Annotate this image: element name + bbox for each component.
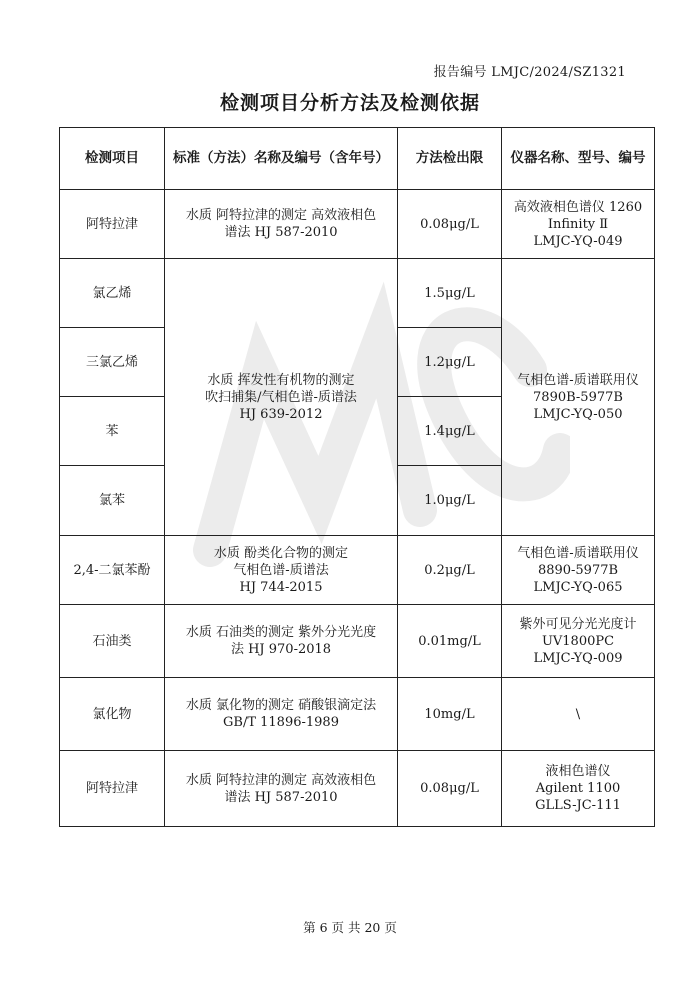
item-cell: 三氯乙烯 <box>60 328 165 397</box>
item-cell: 苯 <box>60 397 165 466</box>
limit-cell: 1.2μg/L <box>398 328 502 397</box>
instrument-cell: 液相色谱仪 Agilent 1100 GLLS-JC-111 <box>502 751 655 827</box>
merged-instrument-cell: 气相色谱-质谱联用仪 7890B-5977B LMJC-YQ-050 <box>502 259 655 536</box>
limit-cell: 0.2μg/L <box>398 536 502 605</box>
limit-cell: 1.5μg/L <box>398 259 502 328</box>
standard-cell: 水质 阿特拉津的测定 高效液相色 谱法 HJ 587-2010 <box>165 190 398 259</box>
instrument-cell: 高效液相色谱仪 1260 Infinity Ⅱ LMJC-YQ-049 <box>502 190 655 259</box>
table-header-row <box>60 128 655 190</box>
limit-cell: 0.01mg/L <box>398 605 502 678</box>
limit-cell: 10mg/L <box>398 678 502 751</box>
standard-cell: 水质 阿特拉津的测定 高效液相色 谱法 HJ 587-2010 <box>165 751 398 827</box>
limit-cell: 0.08μg/L <box>398 190 502 259</box>
item-cell: 氯苯 <box>60 466 165 536</box>
header-item: 检测项目 <box>60 128 165 190</box>
instrument-cell: \ <box>502 678 655 751</box>
method-table <box>59 127 655 827</box>
merged-standard-cell: 水质 挥发性有机物的测定 吹扫捕集/气相色谱-质谱法 HJ 639-2012 <box>165 259 398 536</box>
standard-cell: 水质 氯化物的测定 硝酸银滴定法 GB/T 11896-1989 <box>165 678 398 751</box>
item-cell: 阿特拉津 <box>60 751 165 827</box>
limit-cell: 1.0μg/L <box>398 466 502 536</box>
header-instrument: 仪器名称、型号、编号 <box>502 128 655 190</box>
item-cell: 阿特拉津 <box>60 190 165 259</box>
table-row <box>60 259 655 328</box>
standard-cell: 水质 酚类化合物的测定 气相色谱-质谱法 HJ 744-2015 <box>165 536 398 605</box>
page-footer: 第 6 页 共 20 页 <box>303 920 397 935</box>
header-standard: 标准（方法）名称及编号（含年号） <box>165 128 398 190</box>
table-row <box>60 190 655 259</box>
instrument-cell: 紫外可见分光光度计 UV1800PC LMJC-YQ-009 <box>502 605 655 678</box>
limit-cell: 1.4μg/L <box>398 397 502 466</box>
limit-cell: 0.08μg/L <box>398 751 502 827</box>
report-number: 报告编号 LMJC/2024/SZ1321 <box>433 65 626 80</box>
table-row <box>60 751 655 827</box>
table-row <box>60 678 655 751</box>
header-limit: 方法检出限 <box>398 128 502 190</box>
item-cell: 2,4-二氯苯酚 <box>60 536 165 605</box>
standard-cell: 水质 石油类的测定 紫外分光光度 法 HJ 970-2018 <box>165 605 398 678</box>
table-row <box>60 536 655 605</box>
table-row <box>60 605 655 678</box>
item-cell: 氯化物 <box>60 678 165 751</box>
instrument-cell: 气相色谱-质谱联用仪 8890-5977B LMJC-YQ-065 <box>502 536 655 605</box>
item-cell: 氯乙烯 <box>60 259 165 328</box>
item-cell: 石油类 <box>60 605 165 678</box>
page-title: 检测项目分析方法及检测依据 <box>219 92 480 114</box>
